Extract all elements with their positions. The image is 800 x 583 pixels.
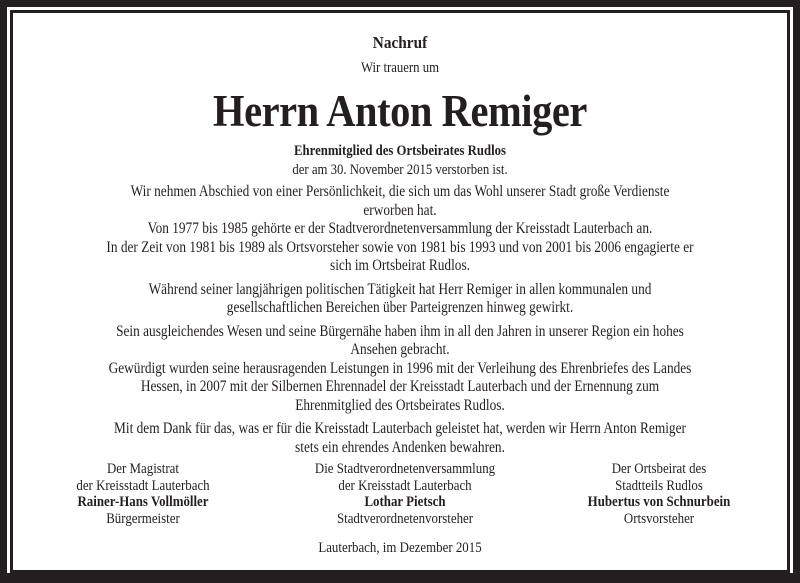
body-line: Ansehen gebracht. (350, 341, 450, 358)
deceased-subtitle: Ehrenmitglied des Ortsbeirates Rudlos (294, 143, 506, 159)
death-date-line: der am 30. November 2015 verstorben ist. (292, 162, 508, 178)
signature-org-sub: Stadtteils Rudlos (615, 477, 703, 494)
body-line: Hessen, in 2007 mit der Silbernen Ehrennadel der Kreisstadt Lauterbach und der Ernennung zum (140, 378, 660, 395)
body-line: Sein ausgleichendes Wesen und seine Bürgernähe haben ihm in all den Jahren in unserer Region ein hohes (116, 322, 684, 340)
obituary-notice (13, 13, 787, 570)
signature-ortsbeirat (564, 461, 753, 527)
signature-stadtverordnete (293, 461, 517, 527)
body-line: sich im Ortsbeirat Rudlos. (330, 257, 470, 274)
body-line: stets ein ehrendes Andenken bewahren. (295, 438, 505, 456)
deceased-name: Herrn Anton Remiger (213, 86, 587, 136)
body-line: Ehrenmitglied des Ortsbeirates Rudlos. (295, 396, 505, 414)
signature-name: Lothar Pietsch (364, 494, 446, 510)
body-line: Mit dem Dank für das, was er für die Kreisstadt Lauterbach geleistet hat, werden wir Herrn Anton Remiger (114, 420, 686, 437)
body-line: Gewürdigt wurden seine herausragenden Leistungen in 1996 mit der Verleihung des Ehrenbriefes des Landes (108, 359, 692, 377)
signature-role: Ortsvorsteher (623, 510, 695, 527)
signature-role: Stadtverordnetenvorsteher (336, 510, 474, 527)
signature-name: Rainer-Hans Vollmöller (77, 494, 209, 510)
notice-body (21, 183, 779, 457)
body-line: Von 1977 bis 1985 gehörte er der Stadtverordnetenversammlung der Kreisstadt Lauterbach an. (147, 220, 653, 237)
signature-org: Der Magistrat (106, 461, 179, 477)
signature-magistrat (48, 461, 237, 527)
notice-intro: Wir trauern um (360, 60, 440, 76)
body-line: In der Zeit von 1981 bis 1989 als Ortsvorsteher sowie von 1981 bis 1993 und von 2001 bis 2006 engagierte er (106, 238, 694, 256)
signature-role: Bürgermeister (106, 510, 180, 527)
signatures (13, 461, 787, 527)
signature-org-sub: der Kreisstadt Lauterbach (338, 477, 472, 494)
body-line: gesellschaftlichen Bereichen über Parteigrenzen hinweg gewirkt. (226, 299, 574, 316)
notice-heading: Nachruf (372, 33, 428, 52)
signature-org: Die Stadtverordnetenversammlung (314, 461, 496, 477)
signature-org: Der Ortsbeirat des (611, 461, 707, 477)
signature-name: Hubertus von Schnurbein (587, 494, 731, 510)
body-line: Wir nehmen Abschied von einer Persönlichkeit, die sich um das Wohl unserer Stadt große Verdienste (130, 183, 670, 200)
signature-org-sub: der Kreisstadt Lauterbach (76, 477, 210, 494)
body-line: erworben hat. (363, 201, 437, 219)
body-line: Während seiner langjährigen politischen Tätigkeit hat Herr Remiger in allen kommunalen und (148, 280, 652, 298)
place-date: Lauterbach, im Dezember 2015 (318, 540, 482, 556)
